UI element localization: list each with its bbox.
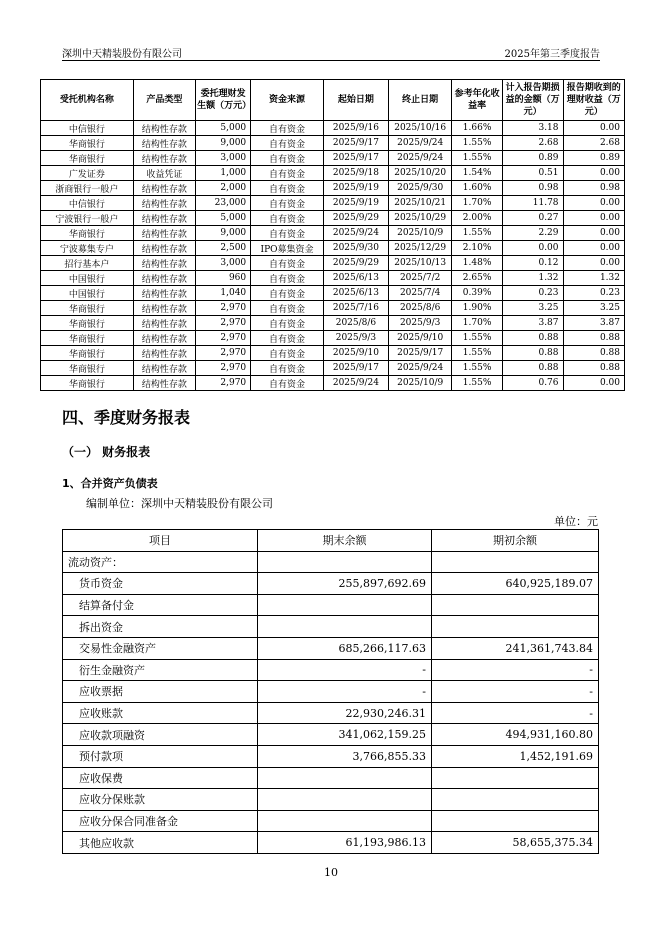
table-cell: 2025/9/30 xyxy=(323,241,388,256)
table-cell: 0.00 xyxy=(563,241,624,256)
table-cell: 宁波银行一般户 xyxy=(41,211,134,226)
table-cell: 2025/10/20 xyxy=(388,166,451,181)
table-cell: 1.70% xyxy=(452,196,502,211)
table-cell: 自有资金 xyxy=(251,121,324,136)
table-cell xyxy=(258,810,432,832)
table-cell: 2025/10/21 xyxy=(388,196,451,211)
table-cell xyxy=(258,789,432,811)
table-cell: 5,000 xyxy=(196,121,251,136)
table-cell: 9,000 xyxy=(196,226,251,241)
table-cell: 2.00% xyxy=(452,211,502,226)
column-header: 项目 xyxy=(63,530,258,552)
table-cell: 23,000 xyxy=(196,196,251,211)
table-cell: - xyxy=(432,702,599,724)
table-cell: 华商银行 xyxy=(41,226,134,241)
table-cell: 结构性存款 xyxy=(133,151,195,166)
table-row xyxy=(63,551,599,573)
table-cell: 流动资产： xyxy=(63,551,258,573)
column-header: 期末余额 xyxy=(258,530,432,552)
table-cell: 2025/9/17 xyxy=(323,151,388,166)
table-cell: 广发证券 xyxy=(41,166,134,181)
table-cell: 中国银行 xyxy=(41,286,134,301)
table-cell: 0.89 xyxy=(563,151,624,166)
table-row xyxy=(41,226,625,241)
table-cell: 宁波募集专户 xyxy=(41,241,134,256)
table-cell: 自有资金 xyxy=(251,271,324,286)
column-header: 委托理财发生额（万元） xyxy=(196,80,251,121)
table-cell: 2025/9/24 xyxy=(323,376,388,391)
table-cell: 2025/9/29 xyxy=(323,256,388,271)
table-cell: 华商银行 xyxy=(41,301,134,316)
table-cell: 0.00 xyxy=(502,241,563,256)
table-cell: 1.66% xyxy=(452,121,502,136)
table-cell xyxy=(432,551,599,573)
table-cell: 11.78 xyxy=(502,196,563,211)
table-cell: 2025/7/4 xyxy=(388,286,451,301)
table-cell: 预付款项 xyxy=(63,745,258,767)
table-row xyxy=(41,346,625,361)
table-cell: 结构性存款 xyxy=(133,346,195,361)
page-number: 10 xyxy=(324,866,338,879)
table-cell: 2,500 xyxy=(196,241,251,256)
table-cell: 应收款项融资 xyxy=(63,724,258,746)
table-cell: 华商银行 xyxy=(41,316,134,331)
statement-title: 1、合并资产负债表 xyxy=(62,477,158,490)
table-cell: 1,040 xyxy=(196,286,251,301)
table-row xyxy=(41,376,625,391)
table-cell: 1.55% xyxy=(452,151,502,166)
table-cell: 341,062,159.25 xyxy=(258,724,432,746)
table-cell: 2025/10/29 xyxy=(388,211,451,226)
table-cell: 结构性存款 xyxy=(133,331,195,346)
table-cell: 中国银行 xyxy=(41,271,134,286)
table-cell: 2,970 xyxy=(196,301,251,316)
column-header: 终止日期 xyxy=(388,80,451,121)
table-cell: 3,000 xyxy=(196,151,251,166)
table-cell: 结构性存款 xyxy=(133,301,195,316)
table-cell: 收益凭证 xyxy=(133,166,195,181)
table-cell xyxy=(432,767,599,789)
table-cell: 0.88 xyxy=(502,361,563,376)
table-cell: 结构性存款 xyxy=(133,361,195,376)
table-cell: 3.87 xyxy=(502,316,563,331)
table-row xyxy=(63,702,599,724)
table-cell: 2025/9/18 xyxy=(323,166,388,181)
table-cell: 2025/10/13 xyxy=(388,256,451,271)
column-header: 产品类型 xyxy=(133,80,195,121)
table-cell xyxy=(432,616,599,638)
table-cell: 结构性存款 xyxy=(133,286,195,301)
table-cell: 自有资金 xyxy=(251,151,324,166)
wealth-management-table xyxy=(40,79,625,391)
table-cell: 2.68 xyxy=(502,136,563,151)
table-row xyxy=(63,724,599,746)
table-row xyxy=(63,745,599,767)
subsection-title: （一） 财务报表 xyxy=(62,445,151,459)
table-cell: 2025/9/24 xyxy=(388,151,451,166)
table-cell: 0.12 xyxy=(502,256,563,271)
table-cell: 结构性存款 xyxy=(133,376,195,391)
table-cell: 640,925,189.07 xyxy=(432,573,599,595)
table-cell: 1.90% xyxy=(452,301,502,316)
table-cell: 2025/9/10 xyxy=(388,331,451,346)
table-cell: 0.88 xyxy=(563,346,624,361)
table-cell: 1.55% xyxy=(452,361,502,376)
table-row xyxy=(63,681,599,703)
balance-sheet-table xyxy=(62,529,599,854)
table-row xyxy=(63,832,599,854)
table-row xyxy=(41,256,625,271)
table-cell: 3.25 xyxy=(502,301,563,316)
table-row xyxy=(41,316,625,331)
table-cell: 2,000 xyxy=(196,181,251,196)
table-cell: 1.55% xyxy=(452,136,502,151)
table-cell: 结构性存款 xyxy=(133,226,195,241)
table-cell: 2,970 xyxy=(196,331,251,346)
table-cell: 衍生金融资产 xyxy=(63,659,258,681)
table-cell: 结构性存款 xyxy=(133,316,195,331)
table-cell: 浙商银行一般户 xyxy=(41,181,134,196)
table-cell: 255,897,692.69 xyxy=(258,573,432,595)
table-cell: 1.70% xyxy=(452,316,502,331)
column-header: 期初余额 xyxy=(432,530,599,552)
table-cell: 22,930,246.31 xyxy=(258,702,432,724)
table-cell: 0.23 xyxy=(502,286,563,301)
table-cell: 结构性存款 xyxy=(133,121,195,136)
table-cell: 应收分保合同准备金 xyxy=(63,810,258,832)
table-cell: 应收保费 xyxy=(63,767,258,789)
table-cell: 自有资金 xyxy=(251,196,324,211)
table-cell: 其他应收款 xyxy=(63,832,258,854)
table-cell xyxy=(432,594,599,616)
table-cell: 2.65% xyxy=(452,271,502,286)
table-cell: 自有资金 xyxy=(251,166,324,181)
table-row xyxy=(41,301,625,316)
table-cell: 0.76 xyxy=(502,376,563,391)
table-cell: 华商银行 xyxy=(41,346,134,361)
table-row xyxy=(63,637,599,659)
table-cell: 2025/9/29 xyxy=(323,211,388,226)
unit-label: 单位：元 xyxy=(554,515,598,528)
table-cell: 2025/9/19 xyxy=(323,181,388,196)
header-divider xyxy=(62,60,600,61)
table-cell: 2025/12/29 xyxy=(388,241,451,256)
table-cell: 2025/7/16 xyxy=(323,301,388,316)
column-header: 报告期收到的理财收益（万元） xyxy=(563,80,624,121)
table-row xyxy=(41,211,625,226)
table-cell: 自有资金 xyxy=(251,136,324,151)
section-title: 四、季度财务报表 xyxy=(62,408,191,427)
table-row xyxy=(41,166,625,181)
table-cell: 自有资金 xyxy=(251,346,324,361)
table-cell: 自有资金 xyxy=(251,286,324,301)
table-cell: 0.00 xyxy=(563,376,624,391)
table-cell: 0.88 xyxy=(563,331,624,346)
table-row xyxy=(63,616,599,638)
table-cell: 241,361,743.84 xyxy=(432,637,599,659)
table-cell: 2025/8/6 xyxy=(388,301,451,316)
table-cell: 0.98 xyxy=(563,181,624,196)
table-cell: 0.88 xyxy=(502,346,563,361)
table-cell: 中信银行 xyxy=(41,121,134,136)
table-cell: 0.51 xyxy=(502,166,563,181)
table-cell xyxy=(258,594,432,616)
table-cell: 货币资金 xyxy=(63,573,258,595)
table-row xyxy=(41,181,625,196)
table-cell: 0.89 xyxy=(502,151,563,166)
table-row xyxy=(63,573,599,595)
table-cell: 3,000 xyxy=(196,256,251,271)
table-cell: 自有资金 xyxy=(251,256,324,271)
table-cell: 9,000 xyxy=(196,136,251,151)
table-cell: 1.48% xyxy=(452,256,502,271)
table-cell: 自有资金 xyxy=(251,226,324,241)
table-row xyxy=(41,286,625,301)
column-header: 计入报告期损益的金额（万元） xyxy=(502,80,563,121)
table-cell: 1.32 xyxy=(502,271,563,286)
table-cell: 拆出资金 xyxy=(63,616,258,638)
table-cell: 0.98 xyxy=(502,181,563,196)
table-cell: 0.00 xyxy=(563,166,624,181)
table-cell: 0.00 xyxy=(563,196,624,211)
table-cell: 华商银行 xyxy=(41,151,134,166)
table-cell: 1.55% xyxy=(452,331,502,346)
table-cell: 0.00 xyxy=(563,121,624,136)
table-cell: 1.55% xyxy=(452,346,502,361)
table-cell: IPO募集资金 xyxy=(251,241,324,256)
column-header: 参考年化收益率 xyxy=(452,80,502,121)
table-cell: 0.88 xyxy=(502,331,563,346)
table-cell: 交易性金融资产 xyxy=(63,637,258,659)
table-cell: 58,655,375.34 xyxy=(432,832,599,854)
table-cell: 685,266,117.63 xyxy=(258,637,432,659)
table-cell: 2025/9/16 xyxy=(323,121,388,136)
table-cell: 自有资金 xyxy=(251,331,324,346)
table-cell: 5,000 xyxy=(196,211,251,226)
table-cell: 结构性存款 xyxy=(133,136,195,151)
table-row xyxy=(63,767,599,789)
table-cell: 华商银行 xyxy=(41,136,134,151)
table-row xyxy=(41,136,625,151)
table-row xyxy=(41,331,625,346)
table-cell: 结构性存款 xyxy=(133,271,195,286)
table-cell: 结构性存款 xyxy=(133,211,195,226)
table-cell: 2025/9/24 xyxy=(388,136,451,151)
table-cell: 2025/10/9 xyxy=(388,376,451,391)
table-cell: 2025/9/24 xyxy=(388,361,451,376)
table-cell: 0.88 xyxy=(563,361,624,376)
table-cell: 结构性存款 xyxy=(133,181,195,196)
table-cell: 0.39% xyxy=(452,286,502,301)
table-cell: 0.00 xyxy=(563,226,624,241)
table-cell: 2025/9/17 xyxy=(388,346,451,361)
table-cell: 2,970 xyxy=(196,361,251,376)
table-cell: 自有资金 xyxy=(251,301,324,316)
table-row xyxy=(63,789,599,811)
table-row xyxy=(41,241,625,256)
table-row xyxy=(41,151,625,166)
table-cell: 3,766,855.33 xyxy=(258,745,432,767)
table-cell: 应收分保账款 xyxy=(63,789,258,811)
table-row xyxy=(63,659,599,681)
table-cell: 2025/9/17 xyxy=(323,361,388,376)
table-row xyxy=(41,196,625,211)
table-cell: 华商银行 xyxy=(41,361,134,376)
prepared-by: 编制单位：深圳中天精装股份有限公司 xyxy=(86,497,273,510)
table-cell: 1,452,191.69 xyxy=(432,745,599,767)
table-cell: 2025/9/30 xyxy=(388,181,451,196)
table-cell: 1.55% xyxy=(452,226,502,241)
table-cell: 2025/9/3 xyxy=(388,316,451,331)
table-cell: 1.55% xyxy=(452,376,502,391)
table-cell: 0.23 xyxy=(563,286,624,301)
table-cell: 结算备付金 xyxy=(63,594,258,616)
table-cell: 2025/9/3 xyxy=(323,331,388,346)
table-cell: 自有资金 xyxy=(251,361,324,376)
header-report: 2025年第三季度报告 xyxy=(504,49,600,60)
table-cell: 3.25 xyxy=(563,301,624,316)
table-cell: 2025/9/17 xyxy=(323,136,388,151)
table-cell: 2025/6/13 xyxy=(323,271,388,286)
table-cell xyxy=(258,767,432,789)
table-cell: 应收账款 xyxy=(63,702,258,724)
table-cell: 2025/6/13 xyxy=(323,286,388,301)
table-cell: 3.87 xyxy=(563,316,624,331)
table-cell: 自有资金 xyxy=(251,316,324,331)
table-cell: 自有资金 xyxy=(251,211,324,226)
table-row xyxy=(63,594,599,616)
table-row xyxy=(41,121,625,136)
table-cell: 中信银行 xyxy=(41,196,134,211)
table-cell: 2.29 xyxy=(502,226,563,241)
table-cell: 华商银行 xyxy=(41,376,134,391)
table-cell: 自有资金 xyxy=(251,376,324,391)
table-cell: - xyxy=(432,681,599,703)
table-cell: 华商银行 xyxy=(41,331,134,346)
table-cell: 2,970 xyxy=(196,316,251,331)
table-cell: 2025/10/9 xyxy=(388,226,451,241)
header-company: 深圳中天精装股份有限公司 xyxy=(62,49,182,60)
table-cell: 2025/7/2 xyxy=(388,271,451,286)
table-cell: 61,193,986.13 xyxy=(258,832,432,854)
table-cell: 2025/9/19 xyxy=(323,196,388,211)
table-cell: - xyxy=(258,659,432,681)
table-cell: 自有资金 xyxy=(251,181,324,196)
table-cell: 2025/9/24 xyxy=(323,226,388,241)
table-cell: - xyxy=(432,659,599,681)
table-cell: 1.32 xyxy=(563,271,624,286)
table-cell: 1.54% xyxy=(452,166,502,181)
table-cell: 0.00 xyxy=(563,256,624,271)
table-cell: 3.18 xyxy=(502,121,563,136)
table-cell: 2025/9/10 xyxy=(323,346,388,361)
table-cell: 2.68 xyxy=(563,136,624,151)
table-cell: 0.27 xyxy=(502,211,563,226)
table-cell: 0.00 xyxy=(563,211,624,226)
table-cell: 2,970 xyxy=(196,376,251,391)
table-cell: 494,931,160.80 xyxy=(432,724,599,746)
table-cell: 2025/10/16 xyxy=(388,121,451,136)
table-cell: 应收票据 xyxy=(63,681,258,703)
table-cell: - xyxy=(258,681,432,703)
table-cell: 1.60% xyxy=(452,181,502,196)
table-cell: 结构性存款 xyxy=(133,256,195,271)
table-cell: 2,970 xyxy=(196,346,251,361)
table-header-row xyxy=(63,530,599,552)
table-cell: 结构性存款 xyxy=(133,241,195,256)
table-cell xyxy=(432,789,599,811)
column-header: 起始日期 xyxy=(323,80,388,121)
table-cell: 结构性存款 xyxy=(133,196,195,211)
column-header: 受托机构名称 xyxy=(41,80,134,121)
table-cell: 招行基本户 xyxy=(41,256,134,271)
column-header: 资金来源 xyxy=(251,80,324,121)
table-cell: 2025/8/6 xyxy=(323,316,388,331)
table-cell xyxy=(432,810,599,832)
table-cell xyxy=(258,616,432,638)
table-row xyxy=(41,271,625,286)
table-row xyxy=(63,810,599,832)
table-cell: 1,000 xyxy=(196,166,251,181)
table-cell: 2.10% xyxy=(452,241,502,256)
table-cell xyxy=(258,551,432,573)
table-row xyxy=(41,361,625,376)
table-cell: 960 xyxy=(196,271,251,286)
